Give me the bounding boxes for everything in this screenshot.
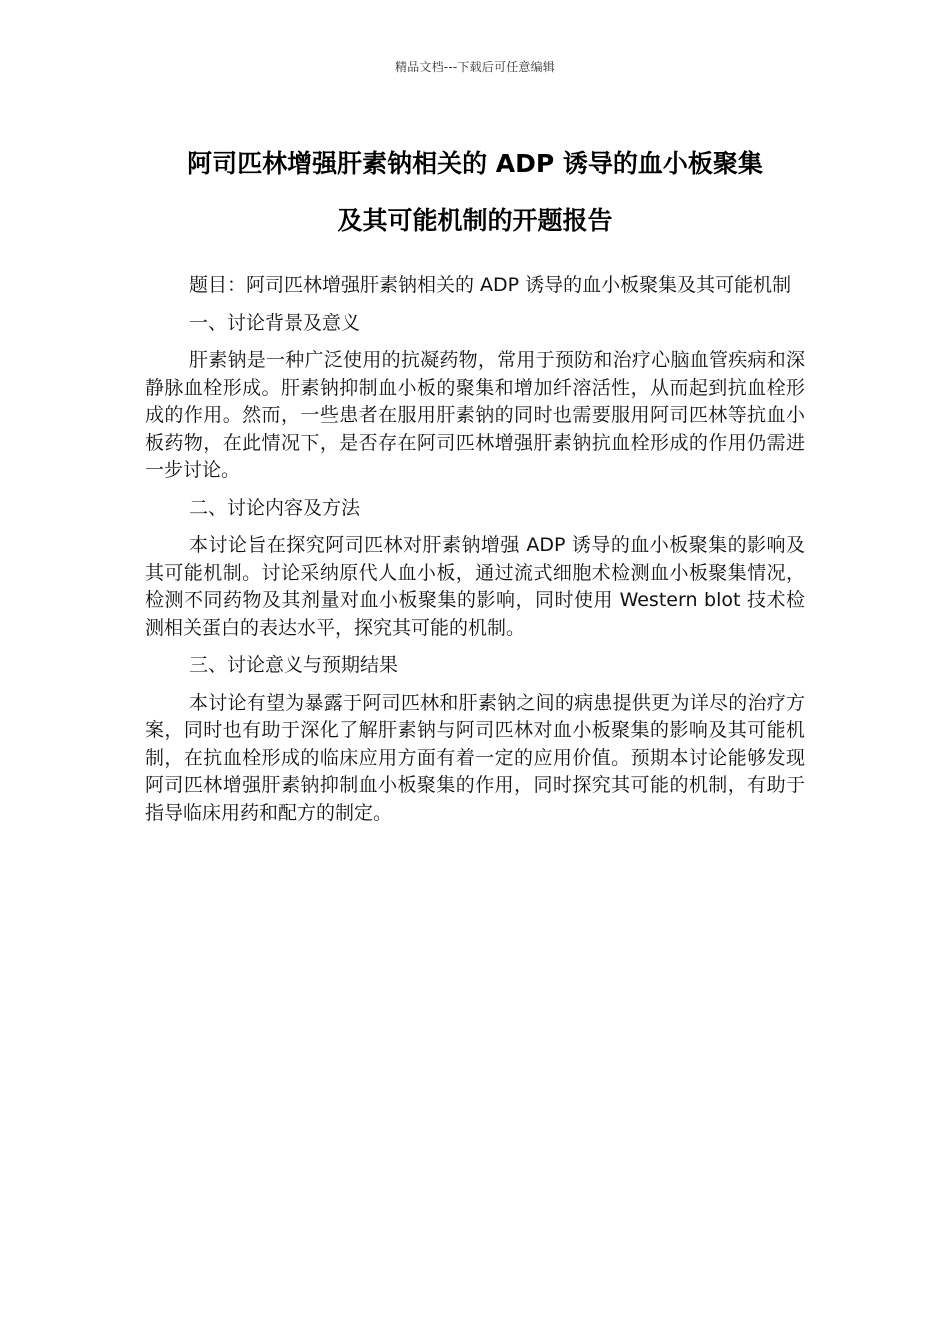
section-heading-background: 一、讨论背景及意义 [189,311,361,334]
header-note: 精品文档---下载后可任意编辑 [395,60,555,74]
significance-results-paragraph: 本讨论有望为暴露于阿司匹林和肝素钠之间的病患提供更为详尽的治疗方案，同时也有助于深化了解肝素钠与阿司匹林对血小板聚集的影响及其可能机制，在抗血栓形成的临床应用方面有着一定的应用价值。预期本讨论能够发现阿司匹林增强肝素钠抑制血小板聚集的作用，同时探究其可能的机制，有助于指导临床用药和配方的制定。 [145,691,805,824]
document-body [145,272,805,837]
content-methods-paragraph: 本讨论旨在探究阿司匹林对肝素钠增强 ADP 诱导的血小板聚集的影响及其可能机制。讨论采纳原代人血小板，通过流式细胞术检测血小板聚集情况，检测不同药物及其剂量对血小板聚集的影响，同时使用 Western blot 技术检测相关蛋白的表达水平，探究其可能的机制。 [145,534,805,639]
topic-paragraph: 题目：阿司匹林增强肝素钠相关的 ADP 诱导的血小板聚集及其可能机制 [189,274,792,296]
section-heading-significance-results: 三、讨论意义与预期结果 [189,654,399,676]
document-title-line-1: 阿司匹林增强肝素钠相关的 ADP 诱导的血小板聚集 [187,149,763,178]
document-title [130,135,820,249]
section-heading-content-methods: 二、讨论内容及方法 [189,496,361,519]
document-title-line-2: 及其可能机制的开题报告 [337,206,613,235]
background-paragraph: 肝素钠是一种广泛使用的抗凝药物，常用于预防和治疗心脑血管疾病和深静脉血栓形成。肝素钠抑制血小板的聚集和增加纤溶活性，从而起到抗血栓形成的作用。然而，一些患者在服用肝素钠的同时也需要服用阿司匹林等抗血小板药物，在此情况下，是否存在阿司匹林增强肝素钠抗血栓形成的作用仍需进一步讨论。 [145,349,805,481]
